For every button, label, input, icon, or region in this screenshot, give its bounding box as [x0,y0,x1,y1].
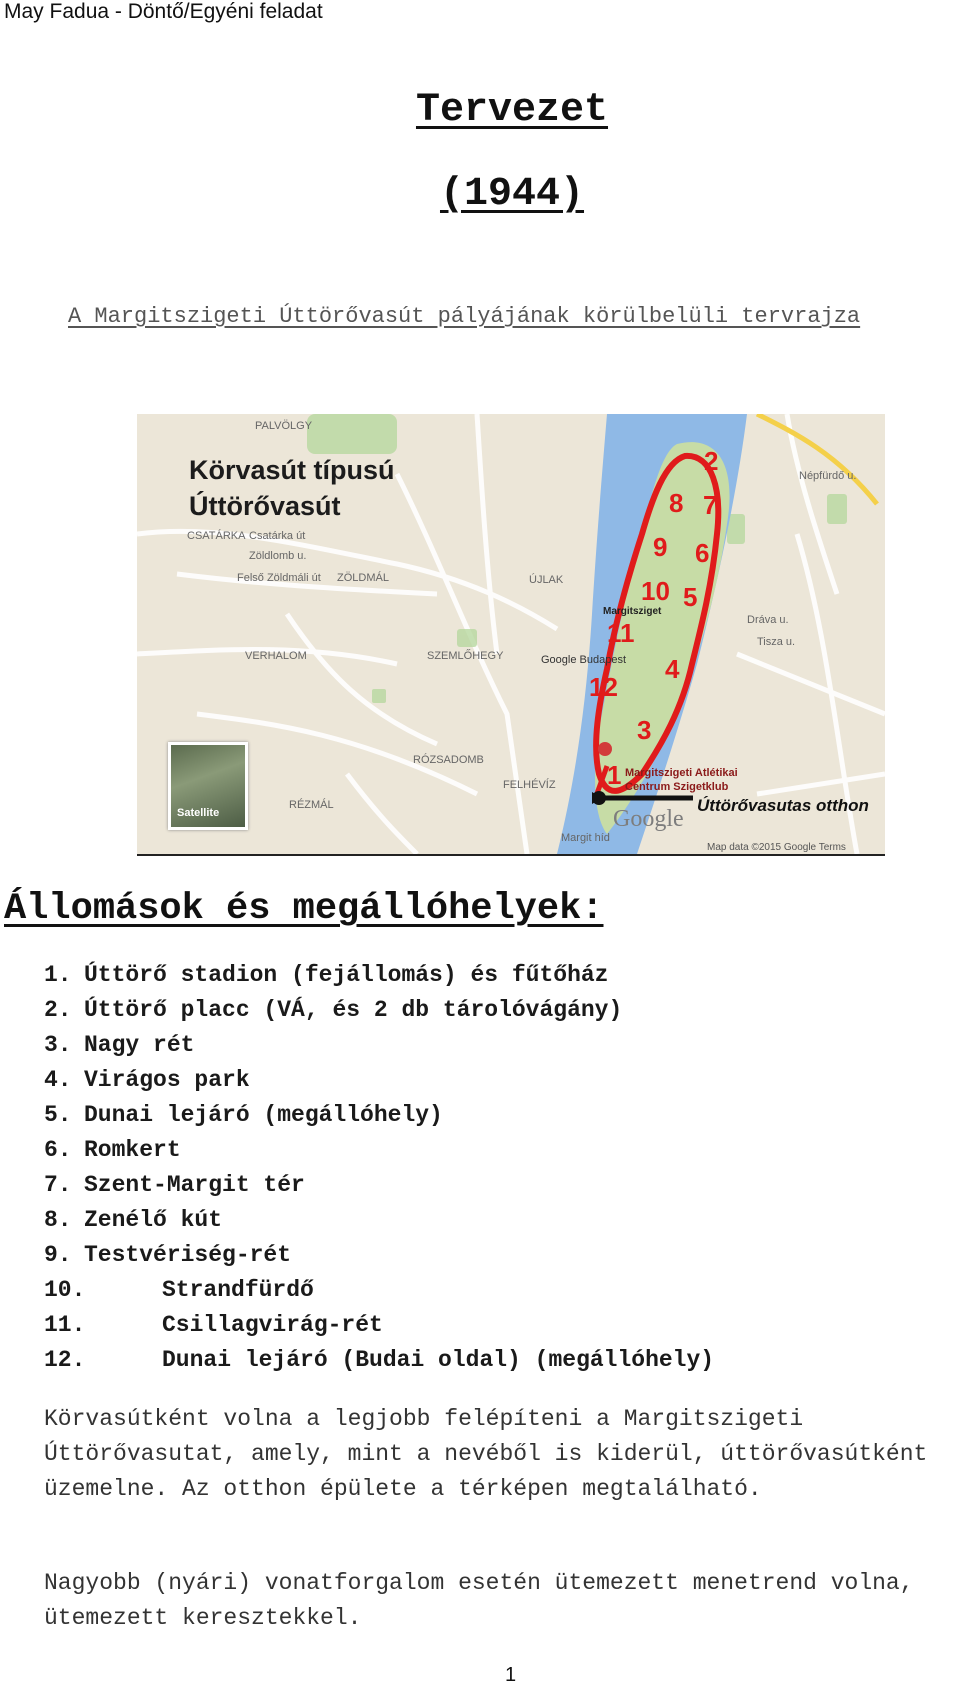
google-logo: Google [613,806,684,832]
list-item: 12. Dunai lejáró (Budai oldal) (megállóhely) [44,1347,715,1373]
route-number-2: 2 [704,446,719,476]
route-number-6: 6 [695,538,710,568]
route-map [137,414,885,856]
map-label-rozsadomb: RÓZSADOMB [413,754,484,766]
map-label-margit-hid: Margit híd [561,832,610,844]
route-number-11: 11 [607,618,635,648]
list-item: 7. Szent-Margit tér [44,1172,305,1198]
document-header: May Fadua - Döntő/Egyéni feladat [4,0,323,23]
list-item: 4. Virágos park [44,1067,250,1093]
map-label-csatarka: CSATÁRKA [187,530,246,542]
document-title: Tervezet [415,88,609,133]
map-label-zoldmal: ZÖLDMÁL [337,572,389,584]
map-label-szemlohegy: SZEMLŐHEGY [427,650,504,662]
map-label-atletikai: Margitszigeti Atlétikai Centrum Szigetklub [625,767,738,793]
route-number-3: 3 [637,715,652,745]
map-label-verhalom: VERHALOM [245,650,307,662]
map-title: Körvasút típusú Úttörővasút [189,455,395,521]
map-label-margitsziget: Margitsziget [603,606,662,617]
map-label-ujlak: ÚJLAK [529,574,564,586]
map-label-otthon: Úttörővasutas otthon [697,796,869,815]
list-item: 5. Dunai lejáró (megállóhely) [44,1102,443,1128]
map-caption: A Margitszigeti Úttörővasút pályájának körülbelüli tervrajza [68,304,861,329]
route-number-10: 10 [641,576,670,606]
route-number-8: 8 [669,488,684,518]
map-label-felheviz: FELHÉVÍZ [503,779,556,791]
route-number-1: 1 [607,760,622,790]
route-number-7: 7 [703,490,718,520]
list-item: 8. Zenélő kút [44,1207,223,1233]
list-item: 1. Úttörő stadion (fejállomás) és fűtőház [44,962,609,988]
list-item: 11. Csillagvirág-rét [44,1312,383,1338]
list-item: 2. Úttörő placc (VÁ, és 2 db tárolóvágány) [44,997,623,1023]
route-number-12: 12 [589,672,618,702]
map-label-felso: Felső Zöldmáli út [237,572,321,584]
map-data-attribution: Map data ©2015 Google Terms [707,842,846,853]
map-label-palvolgy: PALVÖLGY [255,420,313,432]
paragraph: Körvasútként volna a legjobb felépíteni a Margitszigeti Úttörővasutat, amely, mint a nevéből is kiderül, úttörővasútként üzemelne. Az otthon épülete a térképen megtalálható. [44,1406,928,1502]
list-item: 10. Strandfürdő [44,1277,314,1303]
list-item: 3. Nagy rét [44,1032,195,1058]
paragraph: Nagyobb (nyári) vonatforgalom esetén ütemezett menetrend volna, ütemezett keresztekkel. [44,1570,914,1631]
map-label-zoldlomb: Zöldlomb u. [249,550,307,562]
route-number-9: 9 [653,532,668,562]
list-item: 9. Testvériség-rét [44,1242,292,1268]
map-label-csatarka-u: Csatárka út [249,530,306,542]
station-list [44,958,714,1378]
list-item: 6. Romkert [44,1137,181,1163]
map-label-tisza: Tisza u. [757,636,796,648]
map-label-drava: Dráva u. [747,614,789,626]
route-number-4: 4 [665,654,680,684]
map-label-google-budapest: Google Budapest [541,654,627,666]
document-year: (1944) [439,172,585,217]
section-title: Állomások és megállóhelyek: [4,888,604,930]
page-number: 1 [505,1664,517,1686]
route-number-5: 5 [683,582,698,612]
map-label-nepfurdo: Népfürdő u. [799,470,857,482]
satellite-thumbnail: Satellite [168,742,248,830]
map-label-rezmal: RÉZMÁL [289,799,334,811]
